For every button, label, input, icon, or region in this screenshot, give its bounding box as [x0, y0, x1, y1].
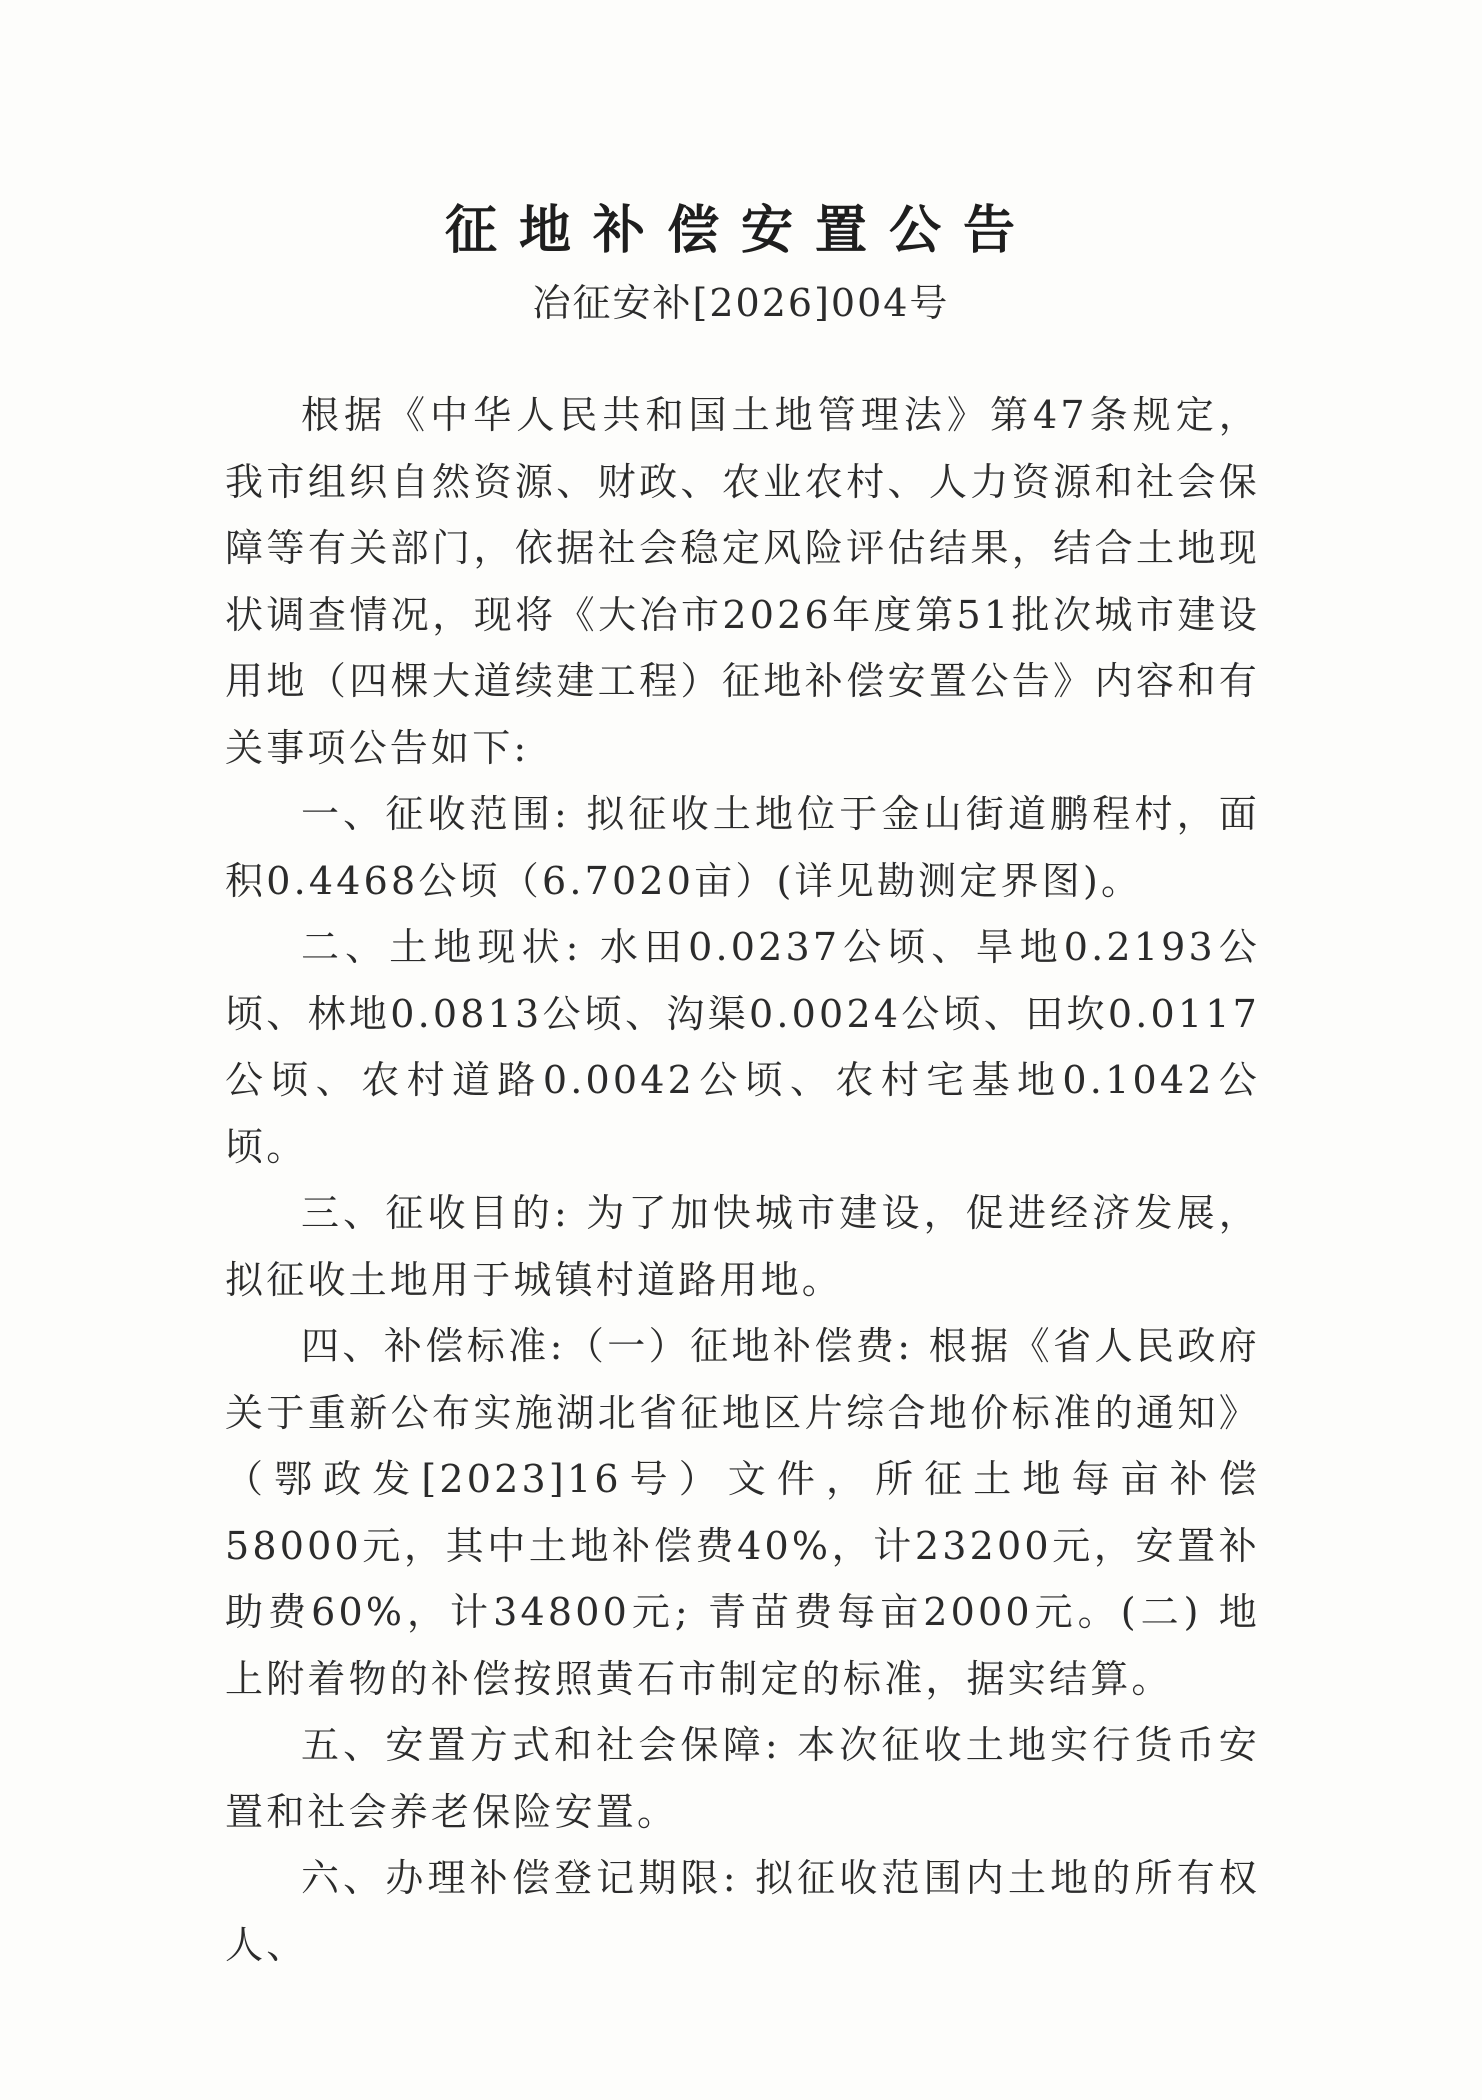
paragraph-scope: 一、征收范围: 拟征收土地位于金山街道鹏程村，面积0.4468公顷（6.7020亩）(详见勘测定界图)。 — [225, 792, 1260, 903]
paragraph-resettlement: 五、安置方式和社会保障: 本次征收土地实行货币安置和社会养老保险安置。 — [225, 1723, 1260, 1834]
paragraph-intro: 根据《中华人民共和国土地管理法》第47条规定，我市组织自然资源、财政、农业农村、人力资源和社会保障等有关部门，依据社会稳定风险评估结果，结合土地现状调查情况，现将《大冶市2026年度第51批次城市建设用地（四棵大道续建工程）征地补偿安置公告》内容和有关事项公告如下: — [225, 393, 1260, 770]
page-title: 征地补偿安置公告 — [444, 201, 1037, 261]
paragraph-land-status: 二、土地现状: 水田0.0237公顷、旱地0.2193公顷、林地0.0813公顷、沟渠0.0024公顷、田坎0.0117公顷、农村道路0.0042公顷、农村宅基地0.1042公顷。 — [225, 925, 1260, 1169]
paragraph-compensation-standard: 四、补偿标准:（一）征地补偿费: 根据《省人民政府关于重新公布实施湖北省征地区片综合地价标准的通知》（鄂政发[2023]16号）文件，所征土地每亩补偿58000元，其中土地补偿费40%，计23200元，安置补助费60%，计34800元; 青苗费每亩2000元。(二) 地上附着物的补偿按照黄石市制定的标准，据实结算。 — [225, 1324, 1260, 1701]
document-body — [225, 382, 1260, 1978]
paragraph-purpose: 三、征收目的: 为了加快城市建设，促进经济发展，拟征收土地用于城镇村道路用地。 — [225, 1191, 1260, 1302]
document-number: 冶征安补[2026]004号 — [532, 281, 950, 325]
paragraph-registration-deadline: 六、办理补偿登记期限: 拟征收范围内土地的所有权人、 — [225, 1856, 1260, 1967]
